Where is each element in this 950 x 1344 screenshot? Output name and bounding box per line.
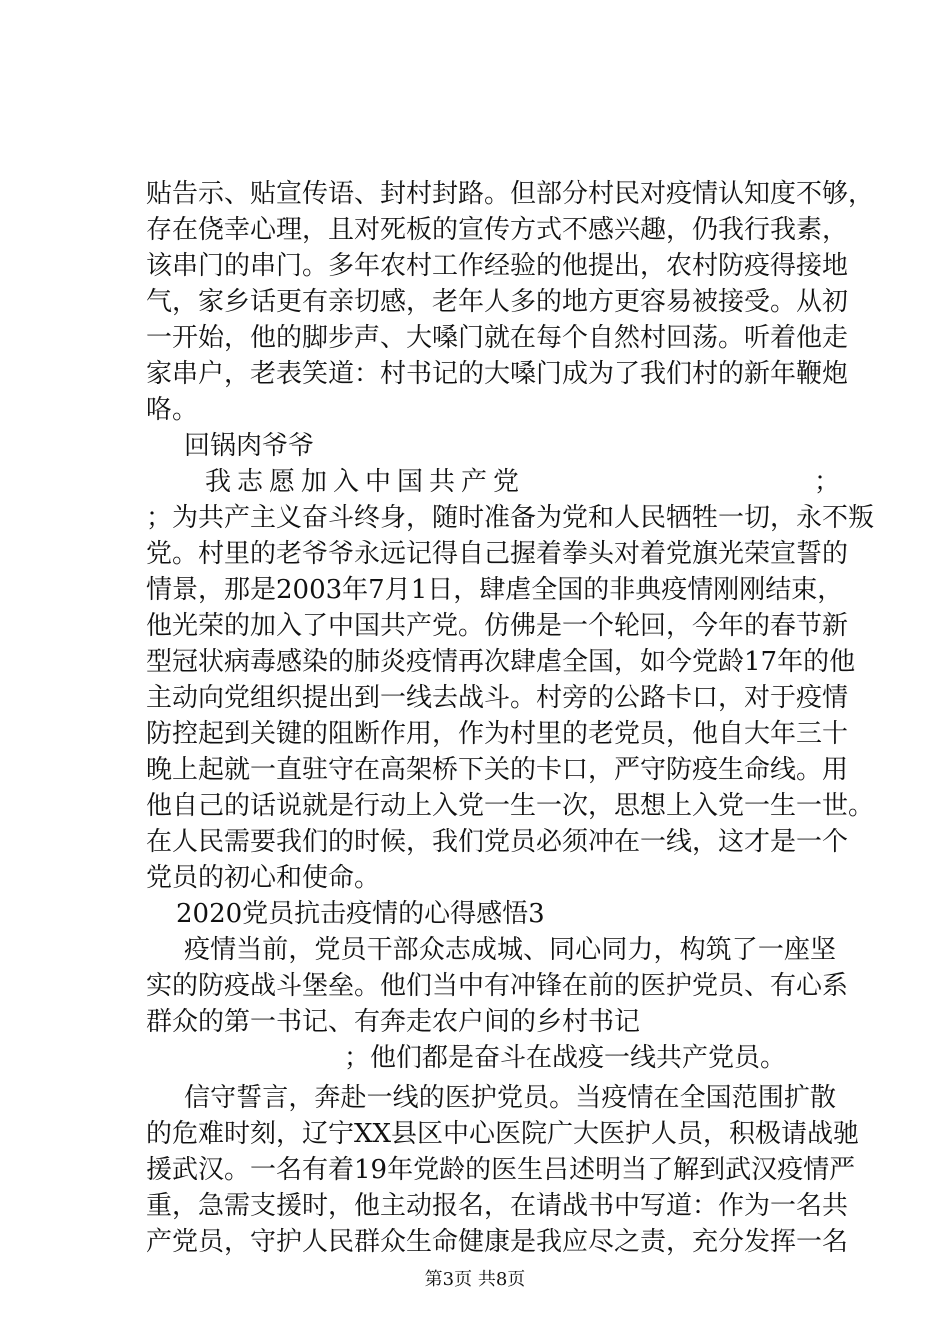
text-line: 援武汉。一名有着19年党龄的医生吕述明当了解到武汉疫情严 <box>146 1155 856 1185</box>
text-line: 群众的第一书记、有奔走农户间的乡村书记 <box>146 1007 641 1037</box>
text-line: 在人民需要我们的时候，我们党员必须冲在一线，这才是一个 <box>146 827 849 857</box>
text-line: 的危难时刻，辽宁XX县区中心医院广大医护人员，积极请战驰 <box>146 1119 860 1149</box>
text-line: 实的防疫战斗堡垒。他们当中有冲锋在前的医护党员、有心系 <box>146 971 849 1001</box>
text-line: 晚上起就一直驻守在高架桥下关的卡口，严守防疫生命线。用 <box>146 755 849 785</box>
text-line: 该串门的串门。多年农村工作经验的他提出，农村防疫得接地 <box>146 251 849 281</box>
text-line: 主动向党组织提出到一线去战斗。村旁的公路卡口，对于疫情 <box>146 683 849 713</box>
section-heading: 回锅肉爷爷 <box>184 431 315 461</box>
text-line: 产党员，守护人民群众生命健康是我应尽之责，充分发挥一名 <box>146 1227 849 1257</box>
text-line: 信守誓言，奔赴一线的医护党员。当疫情在全国范围扩散 <box>184 1083 836 1113</box>
text-line: 防控起到关键的阻断作用，作为村里的老党员，他自大年三十 <box>146 719 849 749</box>
text-line: 家串户，老表笑道：村书记的大嗓门成为了我们村的新年鞭炮 <box>146 359 849 389</box>
text-line: 他光荣的加入了中国共产党。仿佛是一个轮回，今年的春节新 <box>146 611 849 641</box>
text-line: 重，急需支援时，他主动报名，在请战书中写道：作为一名共 <box>146 1191 849 1221</box>
oath-line: 我志愿加入中国共产党 <box>205 467 526 497</box>
text-line: 疫情当前，党员干部众志成城、同心同力，构筑了一座坚 <box>184 935 836 965</box>
text-line: 情景，那是2003年7月1日，肆虐全国的非典疫情刚刚结束， <box>146 575 844 605</box>
oath-semicolon: ； <box>814 467 841 497</box>
text-line: 型冠状病毒感染的肺炎疫情再次肆虐全国，如今党龄17年的他 <box>146 647 856 677</box>
text-line: ；为共产主义奋斗终身，随时准备为党和人民牺牲一切，永不叛 <box>146 503 875 533</box>
page-number: 第3页 共8页 <box>424 1269 526 1290</box>
text-line: 他自己的话说就是行动上入党一生一次，思想上入党一生一世。 <box>146 791 875 821</box>
text-line: 一开始，他的脚步声、大嗓门就在每个自然村回荡。听着他走 <box>146 323 849 353</box>
text-line: 党员的初心和使命。 <box>146 863 381 893</box>
text-line: 存在侥幸心理，且对死板的宣传方式不感兴趣，仍我行我素， <box>146 215 849 245</box>
text-line: 气，家乡话更有亲切感，老年人多的地方更容易被接受。从初 <box>146 287 849 317</box>
text-line: 贴告示、贴宣传语、封村封路。但部分村民对疫情认知度不够， <box>146 179 875 209</box>
section-heading: 2020党员抗击疫情的心得感悟3 <box>176 899 545 929</box>
text-line: ；他们都是奋斗在战疫一线共产党员。 <box>344 1043 787 1073</box>
text-line: 咯。 <box>146 395 199 425</box>
text-line: 党。村里的老爷爷永远记得自己握着拳头对着党旗光荣宣誓的 <box>146 539 849 569</box>
